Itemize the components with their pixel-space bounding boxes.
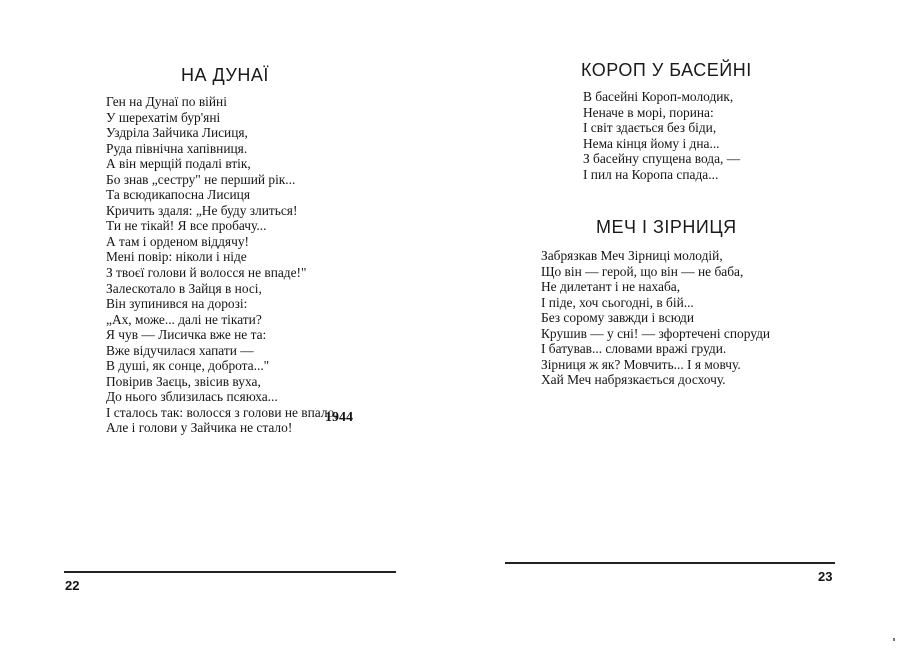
poem-line: І світ здається без біди, — [583, 120, 717, 136]
poem-line: До нього зблизилась псяюха... — [106, 389, 278, 405]
poem-text-na-dunai — [106, 94, 338, 436]
footer-rule-right — [505, 562, 835, 564]
right-page — [450, 0, 900, 650]
poem-line: Нема кінця йому і дна... — [583, 135, 720, 151]
poem-line: Що він — герой, що він — не баба, — [541, 263, 744, 279]
poem-text-mech — [541, 248, 770, 388]
page-number-left: 22 — [65, 578, 80, 593]
poem-line: Забрязкав Меч Зірниці молодій, — [541, 248, 723, 263]
poem-line: Але і голови у Зайчика не стало! — [106, 420, 293, 436]
poem-title-na-dunai: НА ДУНАЇ — [181, 65, 269, 85]
poem-line: Зірниця ж як? Мовчить... І я мовчу. — [541, 356, 741, 372]
poem-line: „Ах, може... далі не тікати? — [106, 311, 262, 327]
poem-line: Ти не тікай! Я все пробачу... — [106, 218, 267, 234]
poem-line: Мені повір: ніколи і ніде — [106, 249, 247, 265]
poem-line: У шерехатім бур'яні — [106, 109, 221, 125]
poem-line: Хай Меч набрязкається досхочу. — [541, 372, 726, 388]
poem-line: Повірив Заєць, звісив вуха, — [106, 373, 261, 389]
poem-title-korop: КОРОП У БАСЕЙНІ — [581, 60, 752, 80]
poem-line: З твоєї голови й волосся не впаде!" — [106, 265, 307, 281]
poem-title-mech: МЕЧ І ЗІРНИЦЯ — [596, 217, 737, 237]
poem-line: Руда північна хапівниця. — [106, 140, 248, 156]
poem-line: В басейні Короп-молодик, — [583, 89, 734, 104]
poem-line: Та всюдикапосна Лисиця — [106, 187, 250, 203]
poem-year: 1944 — [325, 410, 353, 425]
poem-line: Ген на Дунаї по війні — [106, 94, 227, 109]
scan-speck — [893, 638, 895, 641]
poem-line: Вже відучилася хапати — — [106, 342, 254, 358]
poem-text-korop — [583, 89, 740, 182]
page-number-right: 23 — [818, 569, 833, 584]
poem-line: І піде, хоч сьогодні, в бій... — [541, 294, 694, 310]
poem-line: І пил на Коропа спада... — [583, 166, 719, 182]
poem-line: Не дилетант і не нахаба, — [541, 279, 681, 295]
poem-line: В душі, як сонце, доброта..." — [106, 358, 270, 374]
poem-line: Залескотало в Зайця в носі, — [106, 280, 262, 296]
poem-line: Кричить здаля: „Не буду злиться! — [106, 202, 298, 218]
poem-line: А він мерщій подалі втік, — [106, 156, 251, 172]
poem-line: Без сорому завжди і всюди — [541, 310, 695, 326]
poem-line: Неначе в морі, порина: — [583, 104, 714, 120]
footer-rule-left — [64, 571, 396, 573]
poem-line: Крушив — у сні! — зфортечені споруди — [541, 325, 771, 341]
poem-line: Він зупинився на дорозі: — [106, 296, 248, 312]
poem-line: З басейну спущена вода, — — [583, 151, 741, 167]
poem-line: Бо знав „сестру" не перший рік... — [106, 171, 296, 187]
poem-line: Уздріла Зайчика Лисиця, — [106, 125, 248, 141]
poem-line: І батував... словами вражі груди. — [541, 341, 727, 357]
poem-line: І сталось так: волосся з голови не впало, — [106, 404, 338, 420]
poem-line: А там і орденом віддячу! — [106, 233, 249, 249]
poem-line: Я чув — Лисичка вже не та: — [106, 327, 267, 343]
